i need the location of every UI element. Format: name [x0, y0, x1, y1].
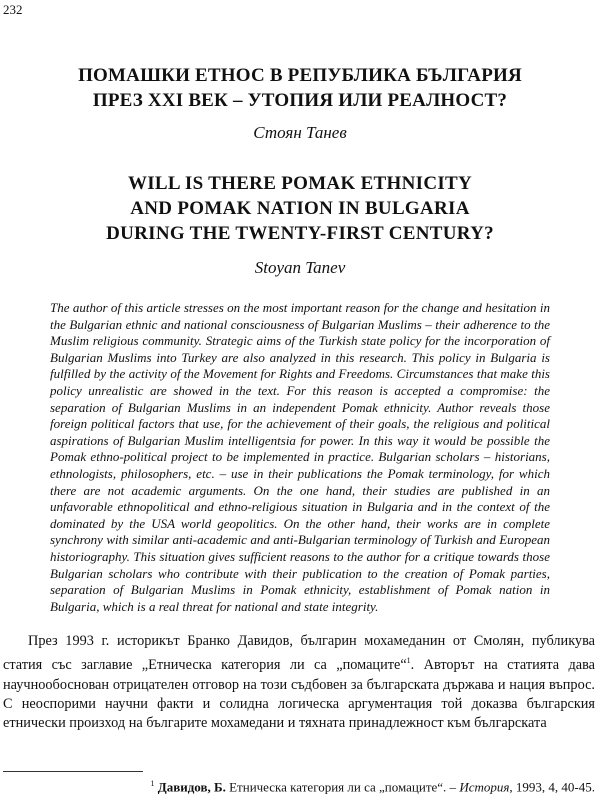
footnote-title: Етническа категория ли са „помаците“. – [225, 779, 460, 795]
title-bulgarian [0, 63, 600, 113]
title-english-line: WILL IS THERE POMAK ETHNICITY [127, 173, 473, 194]
footnote-details: , 1993, 4, 40-45. [509, 779, 595, 795]
footnote-mark: 1 [150, 779, 155, 788]
body-paragraph [3, 632, 595, 734]
footnote-reference[interactable]: 1 [406, 656, 411, 666]
footnote [3, 776, 595, 795]
title-english-line: AND POMAK NATION IN BULGARIA [130, 198, 470, 219]
footnote-author: Давидов, Б. [157, 779, 226, 795]
page-number: 232 [3, 2, 23, 17]
body-text: През 1993 г. историкът Бранко Давидов, българин мохамеданин от Смолян, публикува статия със заглавие „Етническа категория ли са „помаците“ [3, 633, 595, 674]
author-english: Stoyan Tanev [254, 258, 346, 277]
title-english [0, 171, 600, 246]
footnote-rule [3, 771, 143, 772]
title-english-line: DURING THE TWENTY-FIRST CENTURY? [106, 223, 494, 244]
title-bulgarian-line: ПРЕЗ XXI ВЕК – УТОПИЯ ИЛИ РЕАЛНОСТ? [92, 90, 508, 111]
body-text-continued: . Авторът на статията дава научнообоснован отрицателен отговор на този съдбовен за българската държава и нация въпрос. С неоспорими научни факти и солидна логическа аргументация той доказва българския етнически произход на българите мохамедани и тяхната принадлежност към българската [3, 657, 595, 732]
author-bulgarian: Стоян Танев [253, 123, 347, 142]
abstract: The author of this article stresses on the most important reason for the change and hesitation in the Bulgarian ethnic and national consciousness of Bulgarian Muslims – their adherence to the Muslim religious community. Strategic aims of the Turkish state policy for the incorporation of Bulgarian Muslims into Turkey are also analyzed in this research. This policy in Bulgaria is fulfilled by the activity of the Movement for Rights and Freedoms. Circumstances that make this policy unrealistic are showed in the text. For this reason is accepted a compromise: the separation of Bulgarian Muslims in an independent Pomak ethnicity. Author reveals those foreign political factors that use, for the achievement of their goals, the religious and political aspirations of Bulgarian Muslim intelligentsia for power. In this way it would be possible the Pomak ethno-political project to be implemented in practice. Bulgarian scholars – historians, ethnologists, philosophers, etc. – use in their publications the Pomak terminology, for which there are not academic arguments. On the one hand, their studies are published in an unfavorable ethnopolitical and ethno-religious situation in Bulgaria and in the context of the dominated by the USA world geopolitics. On the other hand, their works are in complete synchrony with similar anti-academic and anti-Bulgarian terminology of Turkish and European historiography. This situation gives sufficient reasons to the author for a critique towards those Bulgarian scholars who contribute with their publication to the creation of Pomak parties, separation of Bulgarian Muslims in Pomak ethnicity, establishment of Pomak nation in Bulgaria, which is a real threat for national and state integrity. [50, 300, 550, 614]
title-bulgarian-line: ПОМАШКИ ЕТНОС В РЕПУБЛИКА БЪЛГАРИЯ [78, 65, 522, 86]
footnote-journal: История [459, 779, 510, 795]
